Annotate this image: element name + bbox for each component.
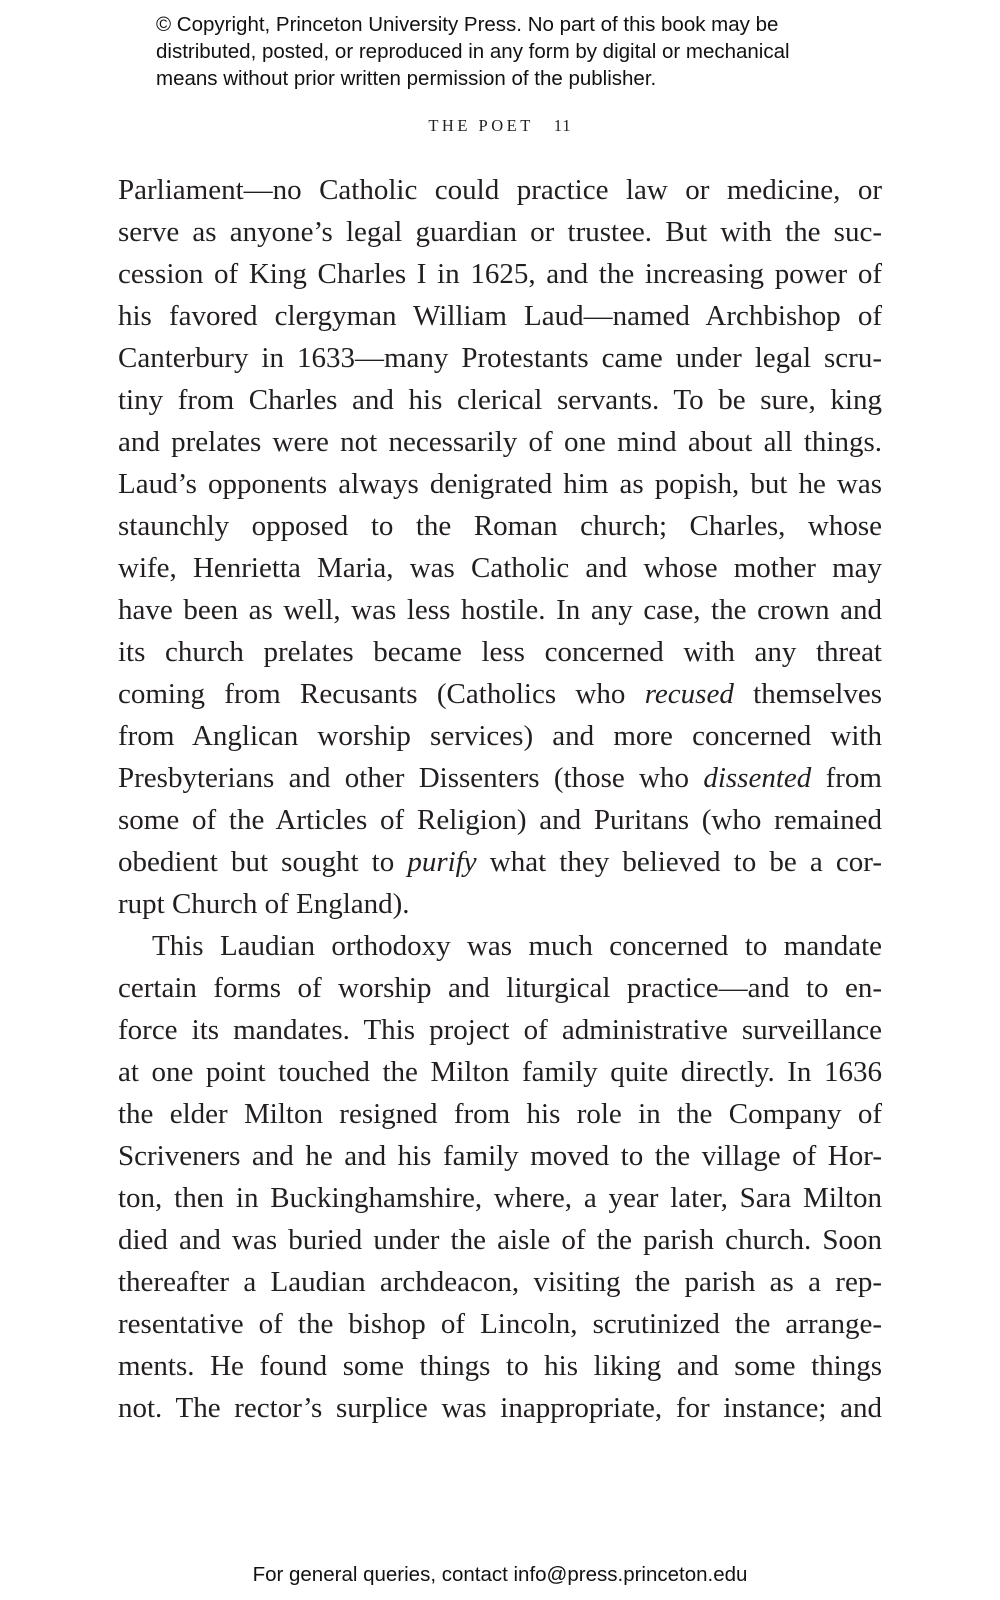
text-line: some of the Articles of Religion) and Puritans (who remained — [118, 804, 882, 836]
text-line: rupt Church of England). — [118, 888, 410, 920]
text-line: serve as anyone’s legal guardian or trustee. But with the suc- — [118, 216, 882, 248]
text-line: its church prelates became less concerned with any threat — [118, 636, 882, 668]
text-line: Presbyterians and other Dissenters (those who dissented from — [118, 762, 882, 794]
text-line: coming from Recusants (Catholics who recused themselves — [118, 678, 883, 710]
text-line: certain forms of worship and liturgical practice—and to en- — [118, 972, 882, 1004]
text-line: Scriveners and he and his family moved to the village of Hor- — [118, 1140, 882, 1172]
text-line: his favored clergyman William Laud—named Archbishop of — [118, 300, 882, 332]
italic-word: purify — [407, 846, 477, 878]
text-line: Laud’s opponents always denigrated him as popish, but he was — [118, 468, 882, 500]
text-line: thereafter a Laudian archdeacon, visiting the parish as a rep- — [118, 1266, 882, 1298]
text-line: ton, then in Buckinghamshire, where, a year later, Sara Milton — [118, 1182, 882, 1214]
copyright-line: © Copyright, Princeton University Press. No part of this book may be — [156, 13, 779, 36]
text-line: the elder Milton resigned from his role in the Company of — [118, 1098, 882, 1130]
text-line: and prelates were not necessarily of one mind about all things. — [118, 426, 882, 458]
text-line: resentative of the bishop of Lincoln, scrutinized the arrange- — [118, 1308, 882, 1340]
paragraph-1 — [118, 169, 882, 925]
text-line: have been as well, was less hostile. In any case, the crown and — [118, 594, 882, 626]
text-line: staunchly opposed to the Roman church; Charles, whose — [118, 510, 882, 542]
text-line: wife, Henrietta Maria, was Catholic and whose mother may — [118, 552, 882, 584]
text-line: ments. He found some things to his liking and some things — [118, 1350, 882, 1382]
text-line: This Laudian orthodoxy was much concerned to mandate — [152, 930, 882, 962]
running-head-title: THE POET — [428, 116, 534, 135]
text-line: died and was buried under the aisle of the parish church. Soon — [118, 1224, 882, 1256]
footer-contact: For general queries, contact info@press.princeton.edu — [252, 1563, 748, 1586]
italic-word: dissented — [703, 762, 812, 794]
text-line: cession of King Charles I in 1625, and the increasing power of — [118, 258, 882, 290]
running-head — [0, 116, 1000, 136]
text-line: not. The rector’s surplice was inappropriate, for instance; and — [118, 1392, 882, 1424]
text-line: tiny from Charles and his clerical servants. To be sure, king — [118, 384, 882, 416]
page-number: 11 — [553, 116, 572, 135]
text-line: force its mandates. This project of administrative surveillance — [118, 1014, 882, 1046]
text-line: from Anglican worship services) and more concerned with — [118, 720, 882, 752]
text-line: Canterbury in 1633—many Protestants came under legal scru- — [118, 342, 882, 374]
copyright-line: distributed, posted, or reproduced in any form by digital or mechanical — [156, 40, 790, 63]
copyright-line: means without prior written permission of the publisher. — [156, 67, 657, 90]
copyright-notice — [156, 11, 896, 92]
text-line: obedient but sought to purify what they believed to be a cor- — [118, 846, 882, 878]
text-line: Parliament—no Catholic could practice law or medicine, or — [118, 174, 882, 206]
body-text — [118, 169, 882, 1429]
paragraph-2 — [118, 925, 882, 1429]
italic-word: recused — [644, 678, 734, 710]
text-line: at one point touched the Milton family quite directly. In 1636 — [118, 1056, 882, 1088]
